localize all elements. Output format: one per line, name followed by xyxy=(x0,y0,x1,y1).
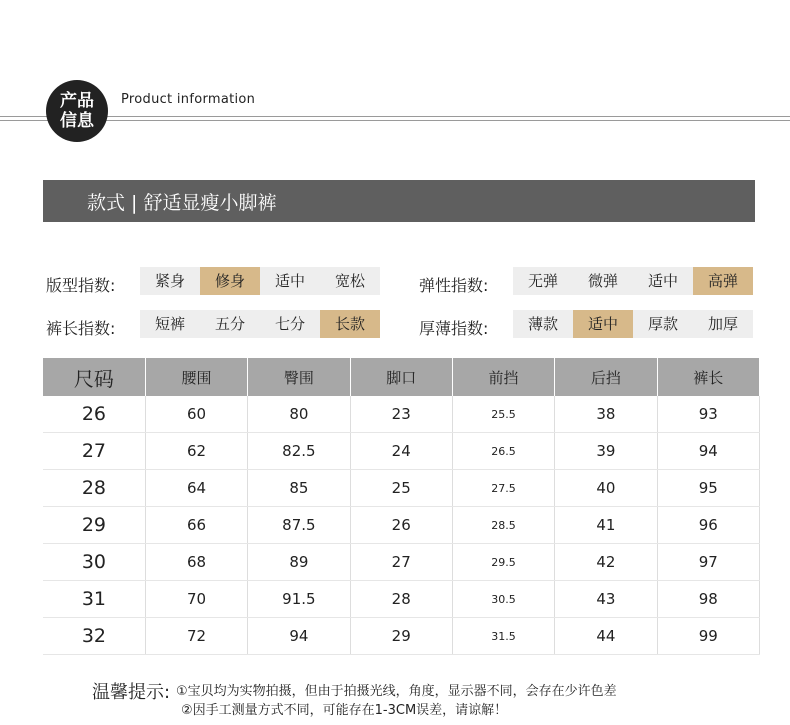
cell-pants-length: 93 xyxy=(657,396,759,433)
length-index-options xyxy=(140,310,380,338)
cell-back-rise: 39 xyxy=(555,433,657,470)
thickness-option: 薄款 xyxy=(513,310,573,338)
fit-option: 适中 xyxy=(260,267,320,295)
cell-pants-length: 96 xyxy=(657,507,759,544)
cell-front-rise: 28.5 xyxy=(452,507,554,544)
cell-hip: 87.5 xyxy=(248,507,350,544)
table-row xyxy=(43,433,760,470)
elasticity-index-label: 弹性指数: xyxy=(419,276,489,295)
header-waist: 腰围 xyxy=(145,358,247,396)
header-pants-length: 裤长 xyxy=(657,358,759,396)
thickness-index-options xyxy=(513,310,753,338)
cell-back-rise: 38 xyxy=(555,396,657,433)
header-size: 尺码 xyxy=(43,358,145,396)
cell-leg-opening: 29 xyxy=(350,618,452,655)
cell-front-rise: 26.5 xyxy=(452,433,554,470)
cell-waist: 72 xyxy=(145,618,247,655)
cell-hip: 80 xyxy=(248,396,350,433)
header-back-rise: 后挡 xyxy=(555,358,657,396)
cell-waist: 60 xyxy=(145,396,247,433)
notice-title: 温馨提示: xyxy=(92,682,171,703)
length-option: 短裤 xyxy=(140,310,200,338)
cell-size: 29 xyxy=(43,507,145,544)
cell-pants-length: 99 xyxy=(657,618,759,655)
notice-line-2: ②因手工测量方式不同，可能存在1-3CM误差，请谅解！ xyxy=(181,703,508,718)
table-row xyxy=(43,507,760,544)
header-leg-opening: 脚口 xyxy=(350,358,452,396)
table-row xyxy=(43,470,760,507)
cell-back-rise: 40 xyxy=(555,470,657,507)
cell-size: 27 xyxy=(43,433,145,470)
cell-pants-length: 97 xyxy=(657,544,759,581)
elasticity-option: 微弹 xyxy=(573,267,633,295)
cell-leg-opening: 25 xyxy=(350,470,452,507)
cell-front-rise: 31.5 xyxy=(452,618,554,655)
cell-size: 26 xyxy=(43,396,145,433)
length-option: 五分 xyxy=(200,310,260,338)
table-row xyxy=(43,618,760,655)
elasticity-option-selected: 高弹 xyxy=(693,267,753,295)
badge-line-1: 产品 xyxy=(60,91,94,111)
header-subtitle: Product information xyxy=(121,92,256,107)
cell-size: 31 xyxy=(43,581,145,618)
cell-leg-opening: 24 xyxy=(350,433,452,470)
header-rule-bottom xyxy=(0,120,790,121)
cell-leg-opening: 23 xyxy=(350,396,452,433)
product-info-badge xyxy=(46,80,108,142)
cell-pants-length: 98 xyxy=(657,581,759,618)
notice-line-1: ①宝贝均为实物拍摄，但由于拍摄光线，角度，显示器不同，会存在少许色差 xyxy=(176,684,617,699)
cell-hip: 82.5 xyxy=(248,433,350,470)
cell-hip: 89 xyxy=(248,544,350,581)
cell-front-rise: 29.5 xyxy=(452,544,554,581)
size-table-header-row xyxy=(43,358,760,396)
cell-hip: 94 xyxy=(248,618,350,655)
elasticity-option: 适中 xyxy=(633,267,693,295)
cell-waist: 62 xyxy=(145,433,247,470)
cell-back-rise: 44 xyxy=(555,618,657,655)
cell-front-rise: 25.5 xyxy=(452,396,554,433)
header-rule-top xyxy=(0,116,790,117)
cell-front-rise: 30.5 xyxy=(452,581,554,618)
cell-size: 30 xyxy=(43,544,145,581)
length-option-selected: 长款 xyxy=(320,310,380,338)
style-title-bar xyxy=(43,180,755,222)
cell-hip: 85 xyxy=(248,470,350,507)
cell-size: 32 xyxy=(43,618,145,655)
thickness-index-label: 厚薄指数: xyxy=(419,319,489,338)
cell-waist: 66 xyxy=(145,507,247,544)
fit-option: 紧身 xyxy=(140,267,200,295)
length-index-label: 裤长指数: xyxy=(46,319,116,338)
cell-leg-opening: 27 xyxy=(350,544,452,581)
cell-pants-length: 95 xyxy=(657,470,759,507)
table-row xyxy=(43,396,760,433)
cell-waist: 64 xyxy=(145,470,247,507)
style-title: 款式 | 舒适显瘦小脚裤 xyxy=(87,191,277,214)
cell-front-rise: 27.5 xyxy=(452,470,554,507)
length-option: 七分 xyxy=(260,310,320,338)
header-hip: 臀围 xyxy=(248,358,350,396)
thickness-option: 厚款 xyxy=(633,310,693,338)
thickness-option: 加厚 xyxy=(693,310,753,338)
thickness-option-selected: 适中 xyxy=(573,310,633,338)
elasticity-index-options xyxy=(513,267,753,295)
table-row xyxy=(43,581,760,618)
cell-pants-length: 94 xyxy=(657,433,759,470)
cell-size: 28 xyxy=(43,470,145,507)
cell-waist: 70 xyxy=(145,581,247,618)
elasticity-option: 无弹 xyxy=(513,267,573,295)
fit-index-label: 版型指数: xyxy=(46,276,116,295)
fit-index-options xyxy=(140,267,380,295)
cell-hip: 91.5 xyxy=(248,581,350,618)
fit-option: 宽松 xyxy=(320,267,380,295)
badge-line-2: 信息 xyxy=(60,111,94,131)
size-table xyxy=(43,358,760,655)
fit-option-selected: 修身 xyxy=(200,267,260,295)
table-row xyxy=(43,544,760,581)
header-front-rise: 前挡 xyxy=(452,358,554,396)
cell-leg-opening: 28 xyxy=(350,581,452,618)
cell-back-rise: 42 xyxy=(555,544,657,581)
cell-back-rise: 41 xyxy=(555,507,657,544)
cell-back-rise: 43 xyxy=(555,581,657,618)
cell-leg-opening: 26 xyxy=(350,507,452,544)
cell-waist: 68 xyxy=(145,544,247,581)
